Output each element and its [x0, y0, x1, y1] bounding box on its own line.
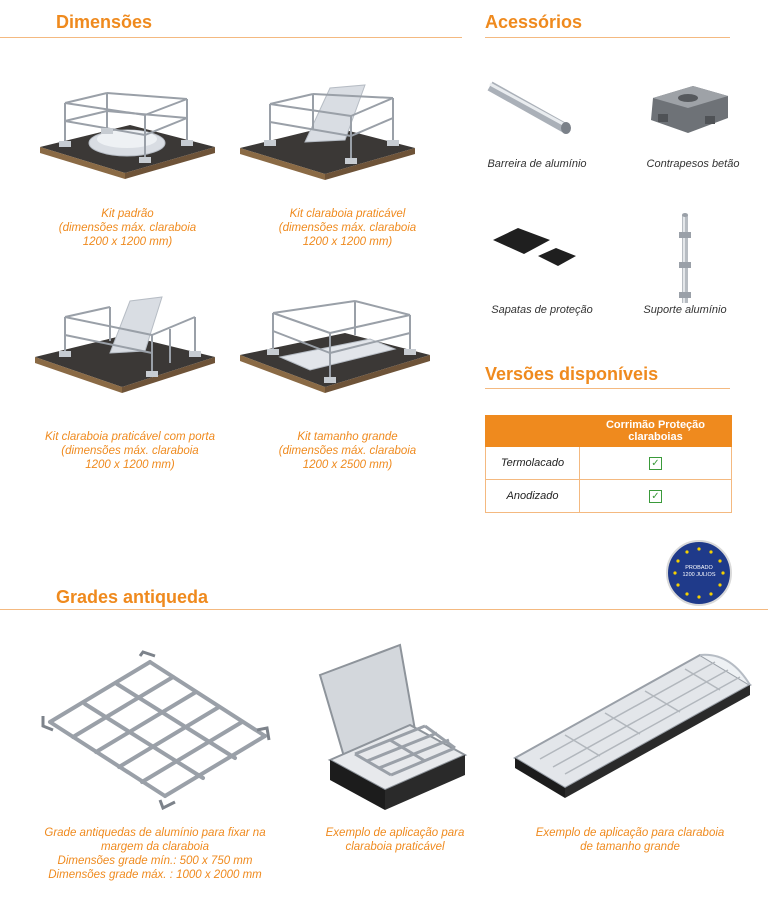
versions-title: Versões disponíveis	[485, 364, 659, 384]
table-row	[486, 480, 732, 513]
dimensions-title: Dimensões	[56, 12, 153, 32]
kit-openable-door-image	[30, 295, 220, 400]
version-check-cell	[580, 480, 732, 513]
large-skylight-example-caption: Exemplo de aplicação para claraboia de tamanho grande	[535, 827, 725, 853]
version-label: Anodizado	[486, 480, 580, 513]
kit-openable-caption: Kit claraboia praticável (dimensões máx. claraboia 1200 x 1200 mm)	[278, 208, 417, 248]
kit-standard-caption: Kit padrão (dimensões máx. claraboia 1200 x 1200 mm)	[58, 208, 197, 248]
grades-title: Grades antiqueda	[56, 587, 209, 607]
accessories-rule	[485, 37, 730, 38]
large-skylight-example-image	[505, 640, 755, 800]
grades-rule	[0, 609, 768, 610]
concrete-counterweight-icon	[643, 78, 733, 138]
eu-certification-badge	[666, 540, 732, 606]
concrete-counterweight-caption: Contrapesos betão	[646, 158, 740, 170]
kit-standard-image	[35, 85, 220, 190]
versions-table	[485, 415, 732, 513]
protection-pads-icon	[488, 218, 578, 278]
aluminium-post-caption: Suporte alumínio	[643, 304, 727, 316]
version-check-cell	[580, 447, 732, 480]
check-icon: ✓	[649, 457, 662, 470]
version-label: Termolacado	[486, 447, 580, 480]
versions-rule	[485, 388, 730, 389]
aluminium-bar-icon	[485, 78, 575, 138]
check-icon: ✓	[649, 490, 662, 503]
badge-line-2: 1200 JULIOS	[682, 572, 716, 578]
grid-caption: Grade antiquedas de alumínio para fixar na margem da claraboia Dimensões grade mín.: 500 x 750 mm Dimensões grade máx. : 1000 x 2000 mm	[44, 827, 266, 881]
aluminium-post-icon	[670, 210, 700, 305]
versions-empty-header	[486, 416, 580, 447]
accessories-title: Acessórios	[485, 12, 583, 32]
kit-openable-door-caption: Kit claraboia praticável com porta (dimensões máx. claraboia 1200 x 1200 mm)	[44, 431, 216, 471]
aluminium-bar-caption: Barreira de alumínio	[487, 158, 587, 170]
openable-skylight-example-caption: Exemplo de aplicação para claraboia praticável	[325, 827, 465, 853]
versions-column-header: Corrimão Proteção claraboias	[580, 416, 732, 447]
badge-line-1: PROBADO	[685, 565, 713, 571]
dimensions-rule	[0, 37, 462, 38]
table-row	[486, 447, 732, 480]
kit-openable-image	[235, 80, 420, 185]
grid-image	[35, 650, 275, 810]
openable-skylight-example-image	[315, 630, 475, 815]
kit-large-caption: Kit tamanho grande (dimensões máx. claraboia 1200 x 2500 mm)	[278, 431, 417, 471]
versions-header-row	[486, 416, 732, 447]
kit-large-image	[235, 295, 435, 400]
protection-pads-caption: Sapatas de proteção	[491, 304, 593, 316]
